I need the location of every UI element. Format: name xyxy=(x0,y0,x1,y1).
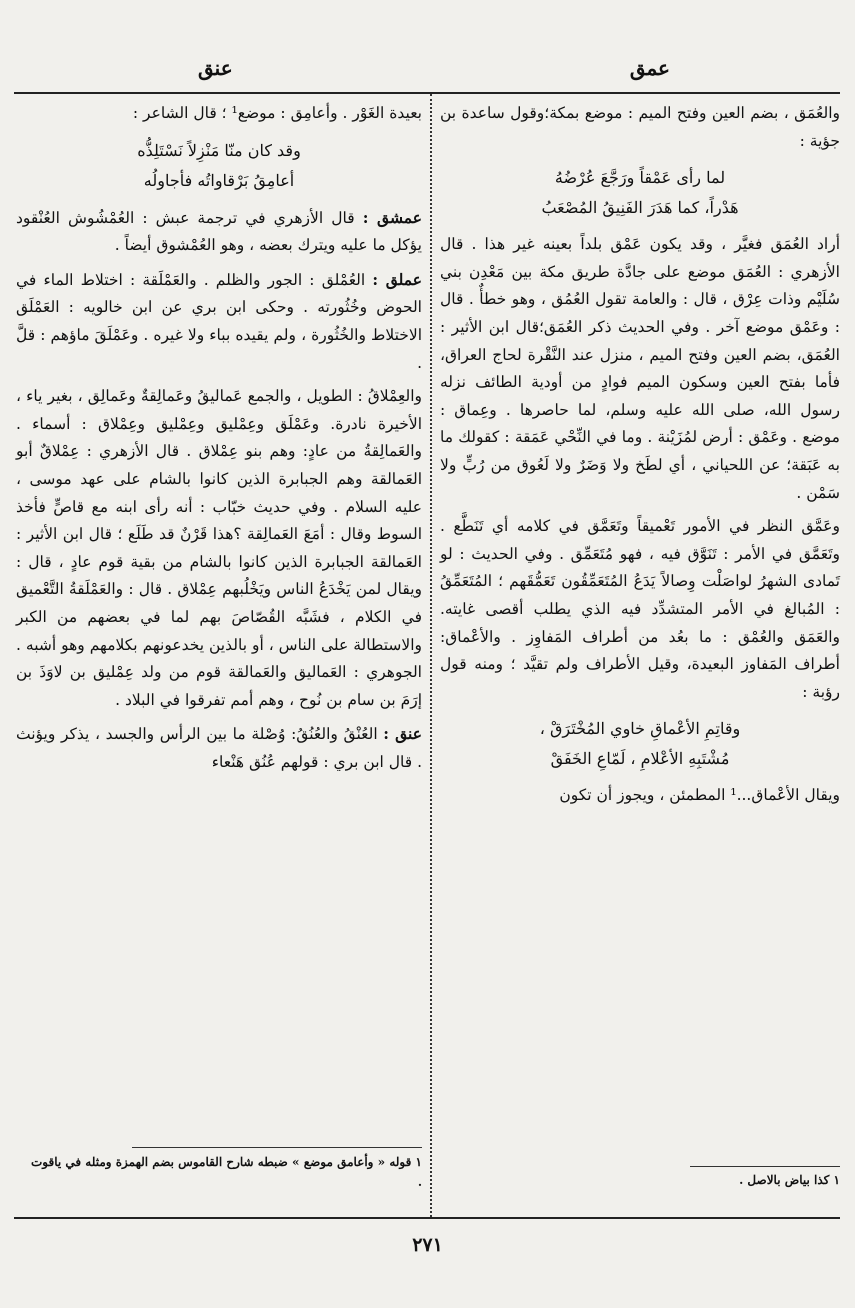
page-number: ٢٧١ xyxy=(412,1234,443,1256)
entry xyxy=(16,720,422,776)
paragraph: وعَمَّق النظر في الأمور تَعْميقاً وتَعَمَّق في كلامه أي تَنَطَّع . وتَعَمَّق في الأمر : تَنَوَّق فيه ، فهو مُتَعَمِّق . وفي الحديث : لو تَمادى الشهرُ لواصَلْت وِصالاً يَدَعُ المُتَعَمِّقُون تَعَمُّقَهم ؛ المُتَعَمِّقُ : المُبالغ في الأمر المتشدِّد فيه الذي يطلب أقصى غايته. والعَمَق والعُمْق : ما بعُد من أطراف المَفاوِز . والأعْماق: أطراف المَفاوز البعيدة، وقيل الأطراف ولم تقيَّد ؛ ومنه قول رؤبة : xyxy=(440,517,840,701)
verse-line: أعامِقُ بَرْقاواتُه فأجاولُه xyxy=(143,170,295,190)
running-header-right: عمق xyxy=(629,56,670,80)
entry xyxy=(16,266,422,377)
entry-body: العُنْقُ والعُنُقُ: وُصْلة ما بين الرأس والجسد ، يذكر ويؤنث . قال ابن بري : قولهم عُنُق هَنْعاء xyxy=(16,725,422,771)
verse-line: لما رأى عَمْقاً ورَجَّعَ عُرْضُهُ xyxy=(554,168,726,188)
column-divider xyxy=(430,94,432,1217)
verse-line: وقد كان منّا مَنْزِلاً نَسْتَلِذُّه xyxy=(137,140,301,160)
bottom-rule xyxy=(14,1217,840,1219)
left-column xyxy=(16,100,422,782)
entry-headword: عنق : xyxy=(383,724,422,744)
footnote-left: ١ قوله « وأعامق موضع » ضبطه شارح القاموس بضم الهمزة ومثله في ياقوت . xyxy=(30,1155,422,1189)
paragraph: بعيدة الغَوْر . وأعامِق : موضع¹ ؛ قال الشاعر : xyxy=(132,104,422,122)
entry xyxy=(16,204,422,260)
footnote-rule-left xyxy=(132,1147,422,1148)
paragraph: والعُمَق ، بضم العين وفتح الميم : موضع بمكة؛وقول ساعدة بن جؤية : xyxy=(440,104,840,150)
footnote-right: ١ كذا بياض بالاصل . xyxy=(739,1173,840,1187)
paragraph: ويقال الأعْماق...¹ المطمئن ، ويجوز أن تكون xyxy=(559,786,840,805)
verse-line: هَدْراً، كما هَدَرَ الفَنِيقُ المُصْعَبُ xyxy=(541,198,739,218)
right-column xyxy=(440,100,840,816)
verse-line: مُشْتَبِهِ الأعْلامِ ، لَمّاعِ الخَفَقْ xyxy=(550,749,730,769)
paragraph: والعِمْلاقُ : الطويل ، والجمع عَماليقُ وعَمالِقةٌ وعَمالِق ، بغير ياء ، الأخيرة نادرة. وعَمْلَق وعِمْليق وعِمْليق وعِمْلاق : أسماء . والعَمالِقةُ من عادٍ: وهم بنو عِمْلاق . قال الأزهري : عِمْلاقٌ أبو العَمالقة وهم الجبابرة الذين كانوا بالشام على عهد موسى ، عليه السلام . وفي حديث خبّاب : أنه رأى ابنه مع قاصٍّ فأخذ السوط وقال : أمَعَ العَمالِقة ؟هذا قَرْنٌ قد طَلَع ؛ قال ابن الأثير : العَمالقة الجبابرة الذين كانوا بالشام من بقية قوم عادٍ ، قال : ويقال لمن يَخْدَعُ الناس ويَخْلُبهم عِمْلاق . قال : والعَمْلَقةُ التَّعْميق في الكلام ، فشَبَّه القُصّاصَ بهم لما في بعضهم من الكبر والاستطالة على الناس ، أو بالذين يخدعونهم بكلامهم وهو أشبه . الجوهري : العَماليق والعَمالقة قوم من ولد عِمْليق بن لاوَذَ بن إرَمَ بن سام بن نُوح ، وهم أمم تفرقوا في البلاد . xyxy=(16,387,422,709)
top-rule xyxy=(14,92,840,94)
entry-body: قال الأزهري في ترجمة عبش : العُمْشُوش العُنْقود يؤكل ما عليه ويترك بعضه ، وهو العُمْشوق أيضاً . xyxy=(16,208,422,255)
verse-line: وقاتِمِ الأعْماقِ خاوي المُخْتَرَقْ ، xyxy=(539,719,741,739)
running-header-left: عنق xyxy=(198,56,233,80)
verse-block xyxy=(16,136,422,196)
footnote-rule-right xyxy=(690,1166,840,1167)
verse-block xyxy=(440,163,840,223)
verse-block xyxy=(440,714,840,774)
entry-headword: عملق : xyxy=(372,269,422,289)
entry-body: العُمْلق : الجور والظلم . والعَمْلَقة : اختلاط الماء في الحوض وخُثُورته . وحكى ابن بري عن ابن خالويه : العَمْلَق الاختلاط والخُثُورة ، ولم يقيده بباء ولا غيره . وعَمْلَقَ ماؤهم : قلَّ . xyxy=(16,270,422,372)
paragraph: أراد العُمَق فغيَّر ، وقد يكون عَمْق بلداً بعينه غير هذا . قال الأزهري : العُمَق موضع على جادَّة طريق مكة بين مَعْدِن بني سُلَيْم وذات عِرْق ، قال : والعامة تقول العُمُق ، وهو خطأٌ . قال : وعَمْق موضع آخر . وفي الحديث ذكر العُمَق؛قال ابن الأثير : العُمَق، بضم العين وفتح الميم ، منزل عند النَّقْرة لحاج العراق، فأما بفتح العين وسكون الميم فوادٍ من أودية الطائف نزله رسول الله، صلى الله عليه وسلم، لما حاصرها . وعِماق : موضع . وعَمْق : أرض لمُزَيْنة . وما في النِّحْي عَمَقة : كقولك ما به عَبَقة؛ عن اللحياني ، أي لطَخ ولا وَضَرٌ ولا لَعُوق من رُبٍّ ولا سَمْن . xyxy=(440,235,840,502)
entry-headword: عمشق : xyxy=(362,207,422,227)
